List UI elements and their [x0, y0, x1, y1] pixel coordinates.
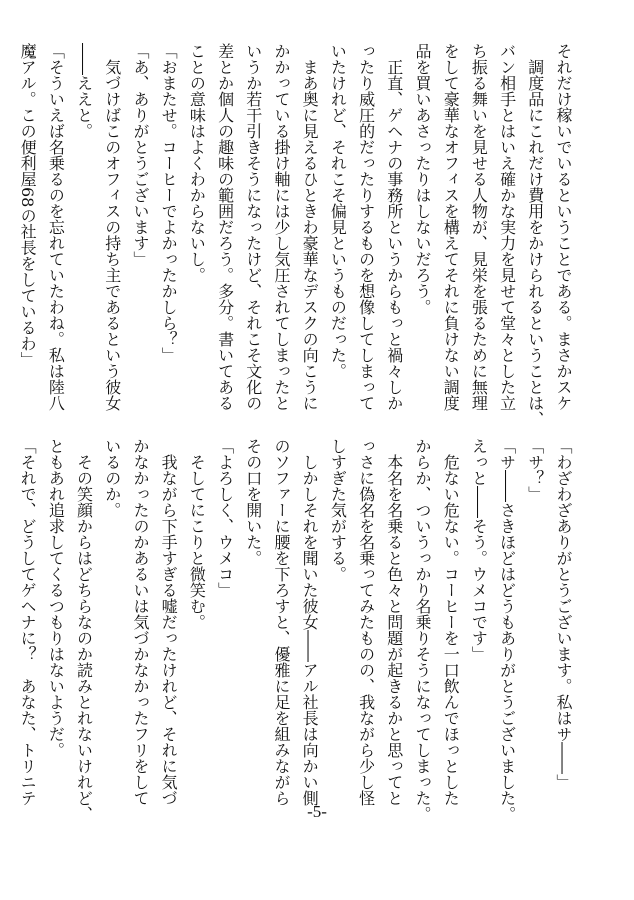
- text-line: まあ奥に見えるひときわ豪華なデスクの向こうに: [300, 43, 320, 411]
- text-line: 調度品にこれだけ費用をかけられるということは、: [525, 43, 545, 427]
- text-line: ともあれ追求してくるつもりはないようだ。: [46, 438, 66, 758]
- text-line: かなかったのかあるいは気づかなかったフリをして: [130, 438, 150, 806]
- text-line: のソファーに腰を下ろすと、優雅に足を組みながら: [271, 438, 291, 806]
- text-line: その口を開いた。: [243, 438, 263, 566]
- text-line: 危ない危ない。コーヒーを一口飲んでほっとした: [441, 438, 461, 806]
- text-line: いるのか。: [102, 438, 122, 518]
- text-line: 我ながら下手すぎる嘘だったけれど、それに気づ: [159, 438, 179, 806]
- text-line: ったり威圧的だったりするものを想像してしまって: [356, 43, 376, 411]
- text-line: ――ええと。: [74, 43, 94, 139]
- top-text-block: [18, 43, 577, 427]
- text-line: 「そういえば名乗るのを忘れていたわね。私は陸八: [46, 43, 66, 411]
- text-line: 「おまたせ。コーヒーでよかったかしら？」: [159, 43, 179, 363]
- text-line: 「わざわざありがとうございます。私はサ――」: [554, 438, 573, 790]
- text-line: そしてにこりと微笑む。: [187, 438, 207, 630]
- text-line: 「サ――さきほどはどうもありがとうございました。: [497, 438, 517, 822]
- text-line: いたけれど、それこそ偏見というものだった。: [328, 43, 348, 379]
- text-line: 「それで、どうしてゲヘナに？ あなた、トリニテ: [18, 438, 38, 806]
- text-line: 本名を名乗ると色々と問題が起きるかと思ってと: [384, 438, 404, 806]
- text-line: その笑顔からはどちらなのか読みとれないけれど、: [74, 438, 94, 822]
- text-line: いうか若干引きそうになったけど、それこそ文化の: [243, 43, 263, 411]
- text-line: 品を買いあさったりはしないだろう。: [412, 43, 432, 315]
- text-line: かかっている掛け軸には少し気圧されてしまったと: [271, 43, 291, 411]
- text-line: ち振る舞いを見せる人物が、見栄を張るために無理: [469, 43, 489, 411]
- page-number: -5-: [307, 802, 327, 821]
- text-line: バン相手とはいえ確かな実力を見せて堂々とした立: [497, 43, 517, 411]
- text-line: えっと――そう。ウメコです」: [469, 438, 489, 662]
- text-line: 正直、ゲヘナの事務所というからもっと禍々しか: [384, 43, 404, 411]
- text-line: をして豪華なオフィスを構えてそれに負けない調度: [441, 43, 461, 411]
- text-line: 「サ？」: [525, 438, 545, 502]
- text-line: 「あ、ありがとうございます」: [130, 43, 150, 267]
- text-line: 気づけばこのオフィスの持ち主であるという彼女: [102, 43, 122, 411]
- text-line: 魔アル。この便利屋68の社長をしているわ」: [18, 43, 38, 368]
- text-line: 「よろしく、ウメコ」: [215, 438, 235, 598]
- text-line: しかしそれを聞いた彼女――アル社長は向かい側: [300, 438, 320, 806]
- text-line: それだけ稼いでいるということである。まさかスケ: [554, 43, 573, 411]
- text-line: からか、ついうっかり名乗りそうになってしまった。: [412, 438, 432, 822]
- text-line: ことの意味はよくわからないし。: [187, 43, 207, 283]
- text-line: っさに偽名を名乗ってみたものの、我ながら少し怪: [356, 438, 376, 806]
- text-line: しすぎた気がする。: [328, 438, 348, 582]
- bottom-text-block: [18, 438, 577, 822]
- text-line: 差とか個人の趣味の範囲だろう。多分。書いてある: [215, 43, 235, 411]
